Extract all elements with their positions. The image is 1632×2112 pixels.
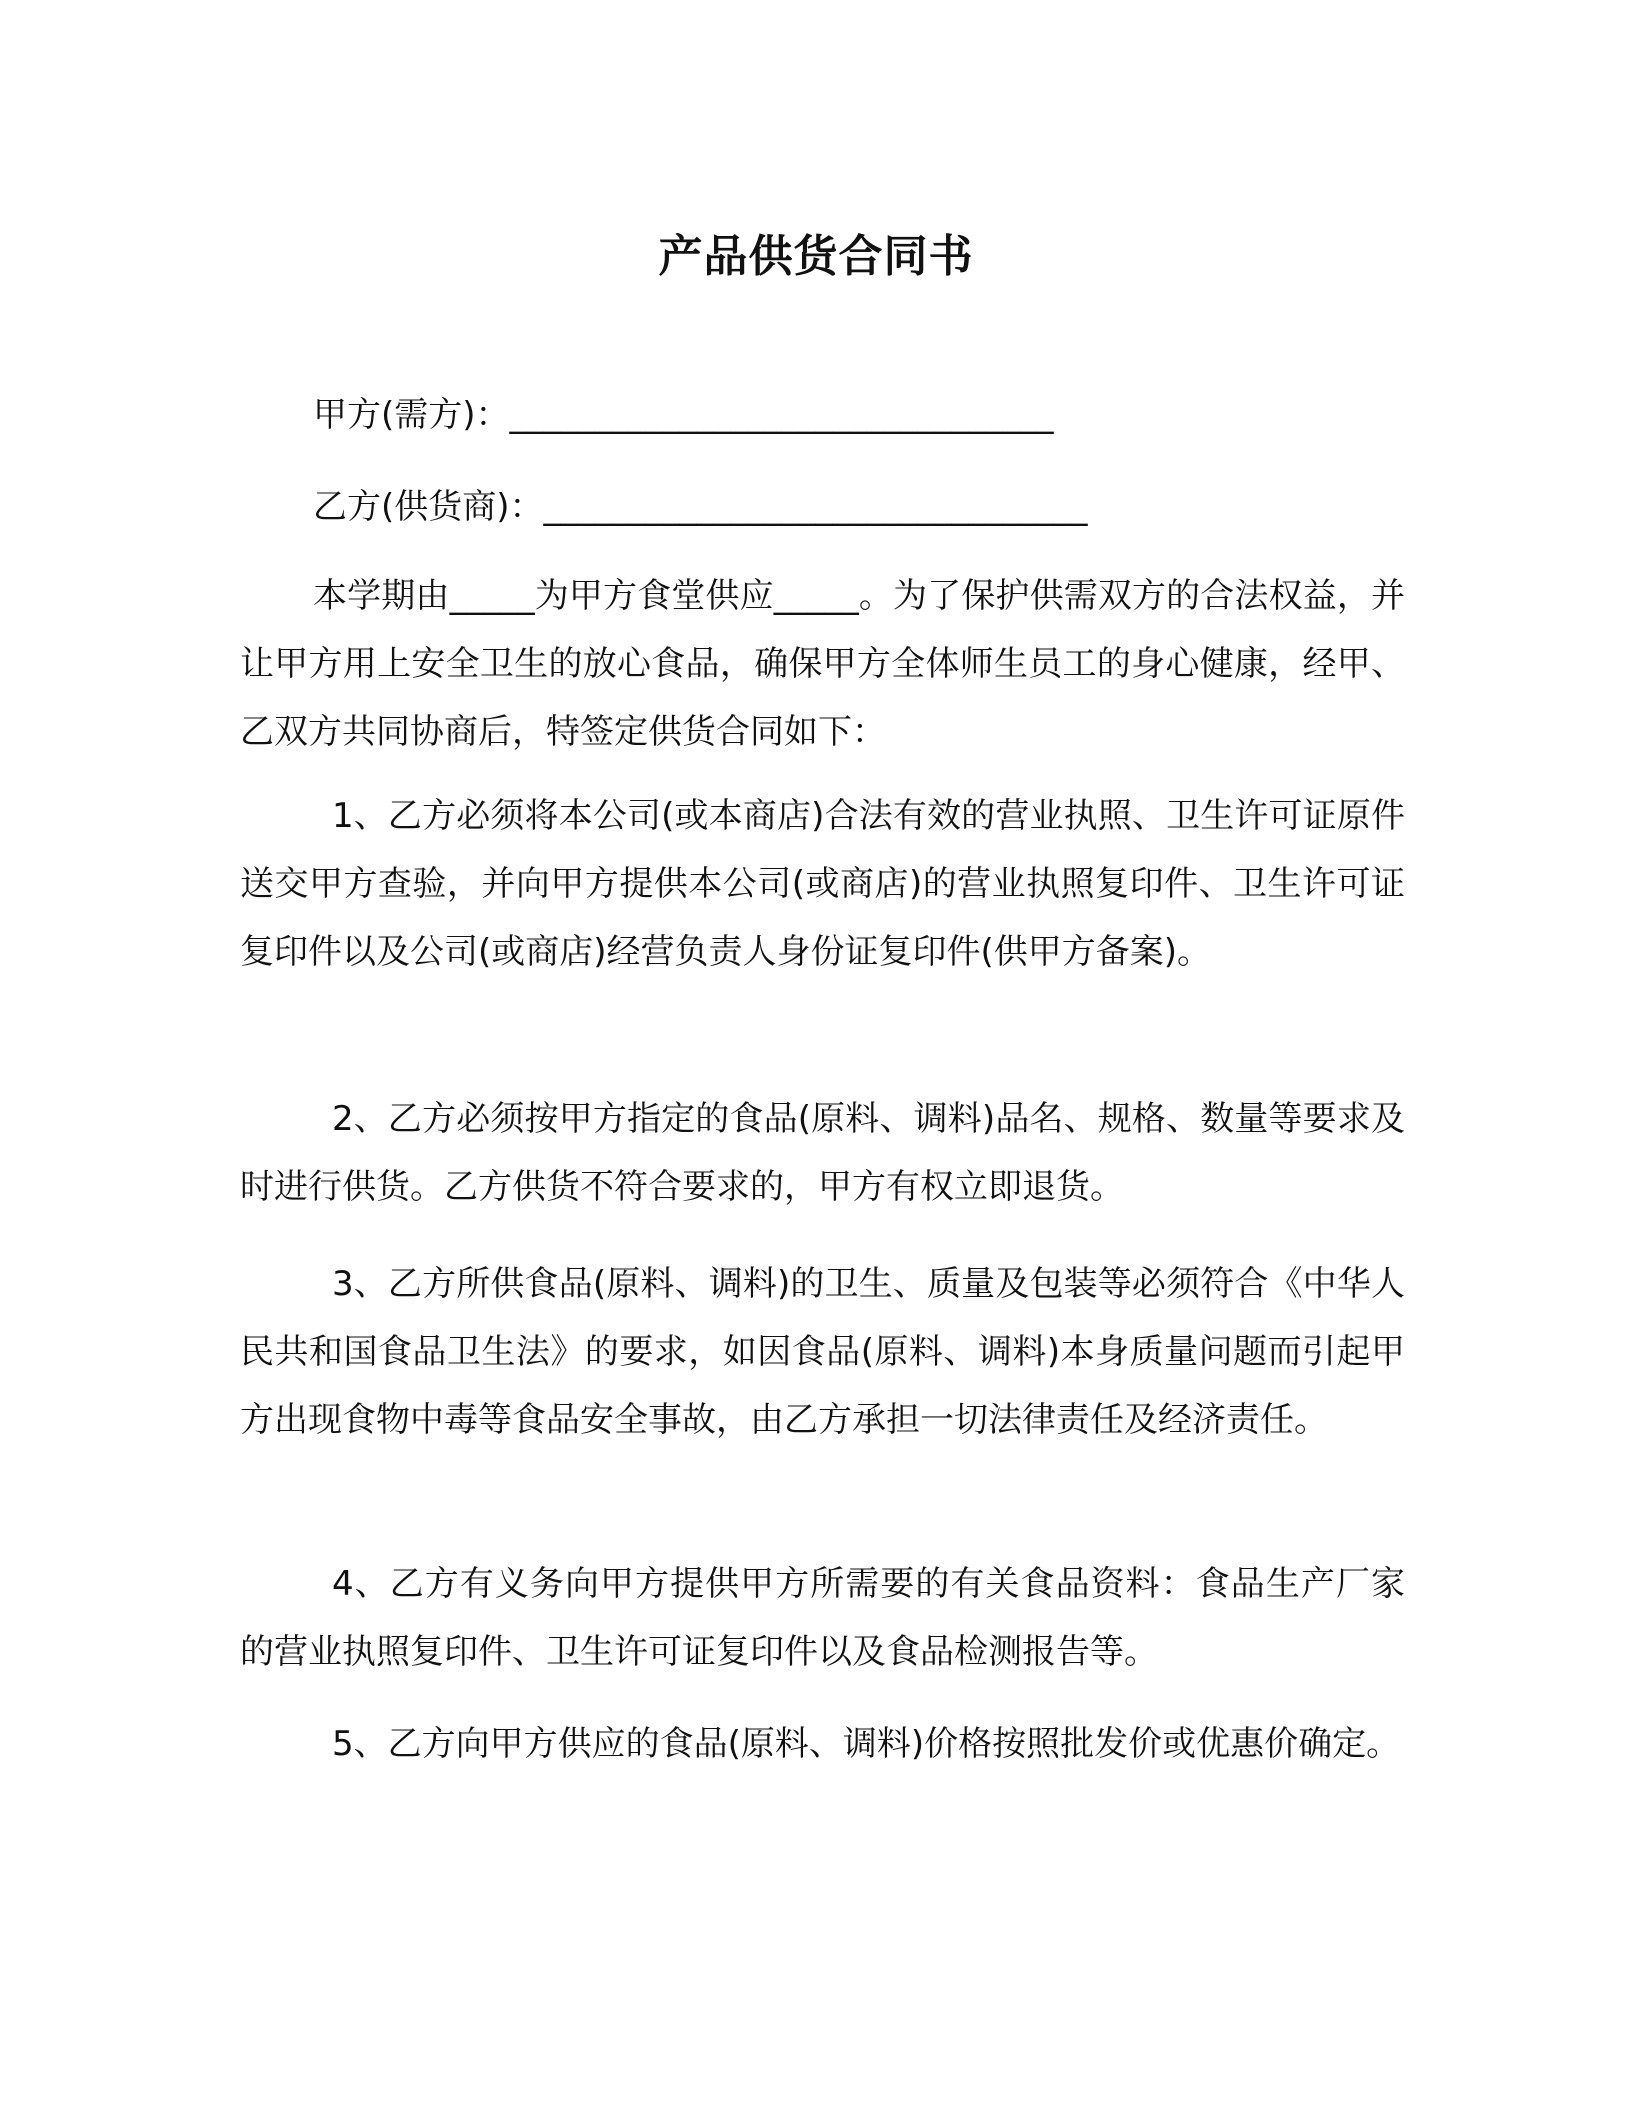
clause-1: 1、乙方必须将本公司(或本商店)合法有效的营业执照、卫生许可证原件送交甲方查验，并向甲方提供本公司(或商店)的营业执照复印件、卫生许可证复印件以及公司(或商店)经营负责人身份证复印件(供甲方备案)。	[240, 796, 1405, 972]
clause-4: 4、乙方有义务向甲方提供甲方所需要的有关食品资料：食品生产厂家的营业执照复印件、卫生许可证复印件以及食品检测报告等。	[240, 1564, 1405, 1672]
party-a-line: 甲方(需方)：________________________________	[313, 395, 1054, 435]
document-title: 产品供货合同书	[658, 231, 974, 282]
clause-2: 2、乙方必须按甲方指定的食品(原料、调料)品名、规格、数量等要求及时进行供货。乙方供货不符合要求的，甲方有权立即退货。	[240, 1099, 1405, 1207]
clause-3: 3、乙方所供食品(原料、调料)的卫生、质量及包装等必须符合《中华人民共和国食品卫生法》的要求，如因食品(原料、调料)本身质量问题而引起甲方出现食物中毒等食品安全事故，由乙方承担一切法律责任及经济责任。	[240, 1264, 1405, 1440]
clause-5: 5、乙方向甲方供应的食品(原料、调料)价格按照批发价或优惠价确定。	[332, 1724, 1401, 1764]
intro-paragraph: 本学期由_____为甲方食堂供应_____。为了保护供需双方的合法权益，并让甲方用上安全卫生的放心食品，确保甲方全体师生员工的身心健康，经甲、乙双方共同协商后，特签定供货合同如下：	[240, 576, 1405, 752]
party-b-line: 乙方(供货商)：________________________________	[313, 487, 1088, 527]
